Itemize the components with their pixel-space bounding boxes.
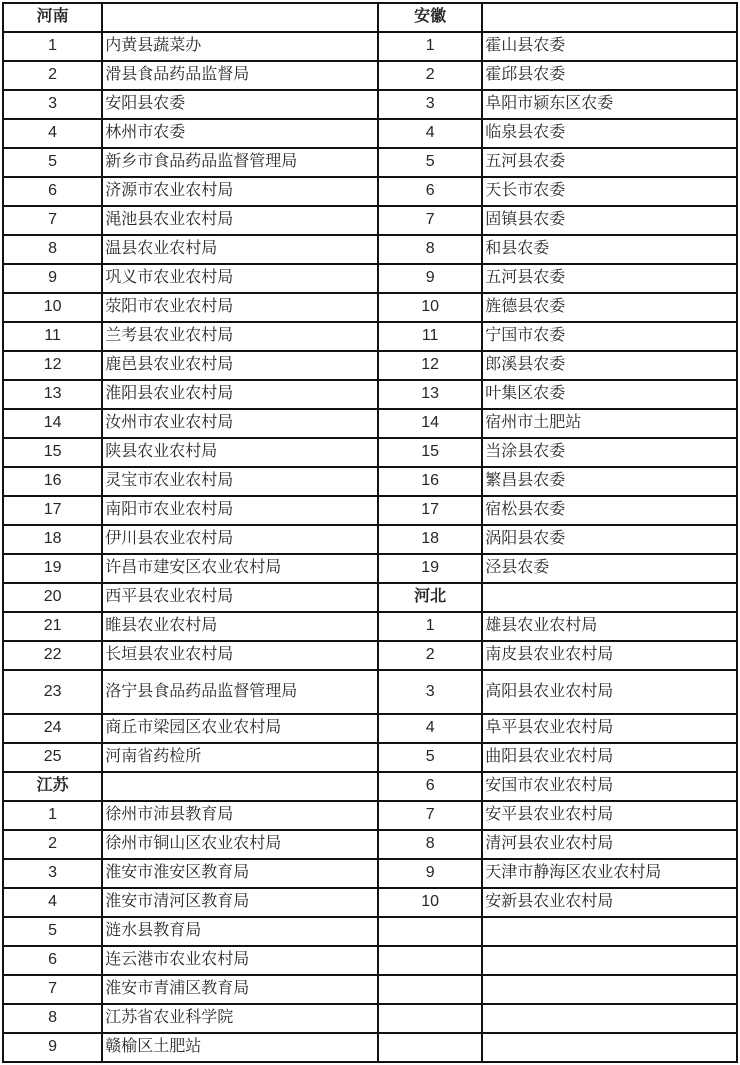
row-number-cell: 1 — [3, 801, 102, 830]
row-number-cell: 16 — [378, 467, 482, 496]
row-number-cell: 2 — [3, 61, 102, 90]
table-row — [3, 496, 737, 525]
agency-name-cell: 温县农业农村局 — [102, 235, 378, 264]
table-row — [3, 525, 737, 554]
row-number-cell: 12 — [378, 351, 482, 380]
agency-name-cell: 郎溪县农委 — [482, 351, 737, 380]
table-row — [3, 830, 737, 859]
row-number-cell: 8 — [3, 235, 102, 264]
row-number-cell: 18 — [3, 525, 102, 554]
table-row — [3, 467, 737, 496]
table-row — [3, 90, 737, 119]
row-number-cell: 11 — [378, 322, 482, 351]
table-row — [3, 1004, 737, 1033]
row-number-cell — [378, 917, 482, 946]
row-number-cell: 13 — [378, 380, 482, 409]
agency-name-cell: 安阳县农委 — [102, 90, 378, 119]
agency-name-cell: 伊川县农业农村局 — [102, 525, 378, 554]
row-number-cell: 3 — [3, 859, 102, 888]
row-number-cell: 6 — [378, 177, 482, 206]
row-number-cell: 17 — [3, 496, 102, 525]
agency-name-cell: 兰考县农业农村局 — [102, 322, 378, 351]
row-number-cell: 5 — [378, 743, 482, 772]
agency-name-cell: 灵宝市农业农村局 — [102, 467, 378, 496]
agency-name-cell: 南皮县农业农村局 — [482, 641, 737, 670]
agency-name-cell: 高阳县农业农村局 — [482, 670, 737, 714]
table-row — [3, 235, 737, 264]
row-number-cell: 10 — [378, 293, 482, 322]
table-row — [3, 583, 737, 612]
agency-name-cell: 宿州市土肥站 — [482, 409, 737, 438]
row-number-cell: 7 — [378, 206, 482, 235]
agency-name-cell: 安平县农业农村局 — [482, 801, 737, 830]
table-row — [3, 670, 737, 714]
row-number-cell: 19 — [3, 554, 102, 583]
agency-name-cell: 五河县农委 — [482, 264, 737, 293]
row-number-cell: 23 — [3, 670, 102, 714]
agency-name-cell: 连云港市农业农村局 — [102, 946, 378, 975]
row-number-cell: 1 — [378, 32, 482, 61]
agency-name-cell: 天津市静海区农业农村局 — [482, 859, 737, 888]
row-number-cell: 9 — [3, 264, 102, 293]
agency-name-cell: 渑池县农业农村局 — [102, 206, 378, 235]
row-number-cell: 15 — [3, 438, 102, 467]
row-number-cell: 7 — [3, 975, 102, 1004]
agency-name-cell — [482, 975, 737, 1004]
table-row — [3, 554, 737, 583]
row-number-cell: 24 — [3, 714, 102, 743]
table-row — [3, 772, 737, 801]
agency-name-cell: 当涂县农委 — [482, 438, 737, 467]
agency-name-cell: 曲阳县农业农村局 — [482, 743, 737, 772]
table-row — [3, 1033, 737, 1062]
agency-name-cell: 江苏省农业科学院 — [102, 1004, 378, 1033]
agency-name-cell — [482, 1033, 737, 1062]
agency-name-cell: 洛宁县食品药品监督管理局 — [102, 670, 378, 714]
row-number-cell: 2 — [3, 830, 102, 859]
table-row — [3, 206, 737, 235]
agency-name-cell: 陕县农业农村局 — [102, 438, 378, 467]
agency-name-cell: 宁国市农委 — [482, 322, 737, 351]
table-row — [3, 975, 737, 1004]
row-number-cell: 1 — [378, 612, 482, 641]
agency-name-cell: 临泉县农委 — [482, 119, 737, 148]
row-number-cell: 17 — [378, 496, 482, 525]
row-number-cell: 19 — [378, 554, 482, 583]
agency-name-cell: 内黄县蔬菜办 — [102, 32, 378, 61]
province-header-cell: 江苏 — [3, 772, 102, 801]
agency-name-cell: 鹿邑县农业农村局 — [102, 351, 378, 380]
agency-name-cell: 长垣县农业农村局 — [102, 641, 378, 670]
agency-name-cell — [102, 3, 378, 32]
province-header-cell: 河北 — [378, 583, 482, 612]
agency-name-cell — [482, 917, 737, 946]
agency-name-cell: 南阳市农业农村局 — [102, 496, 378, 525]
agency-table — [2, 2, 738, 1063]
table-row — [3, 380, 737, 409]
row-number-cell: 25 — [3, 743, 102, 772]
agency-name-cell: 五河县农委 — [482, 148, 737, 177]
row-number-cell: 22 — [3, 641, 102, 670]
row-number-cell: 4 — [3, 119, 102, 148]
agency-name-cell: 林州市农委 — [102, 119, 378, 148]
agency-name-cell — [102, 772, 378, 801]
row-number-cell: 8 — [3, 1004, 102, 1033]
agency-name-cell: 新乡市食品药品监督管理局 — [102, 148, 378, 177]
agency-name-cell: 叶集区农委 — [482, 380, 737, 409]
agency-name-cell: 雄县农业农村局 — [482, 612, 737, 641]
row-number-cell: 2 — [378, 641, 482, 670]
row-number-cell: 1 — [3, 32, 102, 61]
table-row — [3, 641, 737, 670]
row-number-cell: 7 — [3, 206, 102, 235]
table-row — [3, 177, 737, 206]
table-row — [3, 917, 737, 946]
agency-name-cell: 宿松县农委 — [482, 496, 737, 525]
row-number-cell: 15 — [378, 438, 482, 467]
row-number-cell — [378, 1004, 482, 1033]
row-number-cell: 4 — [378, 714, 482, 743]
row-number-cell: 8 — [378, 830, 482, 859]
agency-name-cell: 徐州市铜山区农业农村局 — [102, 830, 378, 859]
row-number-cell — [378, 975, 482, 1004]
row-number-cell: 6 — [3, 177, 102, 206]
agency-name-cell: 安国市农业农村局 — [482, 772, 737, 801]
row-number-cell: 2 — [378, 61, 482, 90]
agency-name-cell: 淮安市青浦区教育局 — [102, 975, 378, 1004]
row-number-cell — [378, 1033, 482, 1062]
agency-name-cell: 霍山县农委 — [482, 32, 737, 61]
agency-name-cell: 涡阳县农委 — [482, 525, 737, 554]
agency-name-cell: 清河县农业农村局 — [482, 830, 737, 859]
table-row — [3, 888, 737, 917]
agency-name-cell: 商丘市梁园区农业农村局 — [102, 714, 378, 743]
agency-name-cell: 淮安市淮安区教育局 — [102, 859, 378, 888]
agency-name-cell: 淮安市清河区教育局 — [102, 888, 378, 917]
agency-name-cell: 济源市农业农村局 — [102, 177, 378, 206]
agency-name-cell: 荥阳市农业农村局 — [102, 293, 378, 322]
province-header-cell: 安徽 — [378, 3, 482, 32]
agency-name-cell — [482, 583, 737, 612]
row-number-cell: 16 — [3, 467, 102, 496]
table-row — [3, 322, 737, 351]
row-number-cell: 11 — [3, 322, 102, 351]
agency-name-cell — [482, 946, 737, 975]
agency-name-cell: 泾县农委 — [482, 554, 737, 583]
row-number-cell: 9 — [3, 1033, 102, 1062]
agency-name-cell: 阜平县农业农村局 — [482, 714, 737, 743]
agency-name-cell: 汝州市农业农村局 — [102, 409, 378, 438]
agency-name-cell — [482, 3, 737, 32]
table-row — [3, 148, 737, 177]
table-row — [3, 351, 737, 380]
row-number-cell: 14 — [3, 409, 102, 438]
row-number-cell: 12 — [3, 351, 102, 380]
agency-table-body — [3, 3, 737, 1062]
row-number-cell: 3 — [3, 90, 102, 119]
table-row — [3, 859, 737, 888]
table-row — [3, 32, 737, 61]
row-number-cell: 10 — [3, 293, 102, 322]
agency-name-cell: 固镇县农委 — [482, 206, 737, 235]
row-number-cell: 7 — [378, 801, 482, 830]
row-number-cell: 5 — [3, 148, 102, 177]
agency-name-cell: 繁昌县农委 — [482, 467, 737, 496]
row-number-cell: 10 — [378, 888, 482, 917]
agency-name-cell: 滑县食品药品监督局 — [102, 61, 378, 90]
table-row — [3, 119, 737, 148]
table-row — [3, 714, 737, 743]
row-number-cell: 8 — [378, 235, 482, 264]
agency-name-cell: 西平县农业农村局 — [102, 583, 378, 612]
row-number-cell: 6 — [378, 772, 482, 801]
row-number-cell: 5 — [3, 917, 102, 946]
row-number-cell: 9 — [378, 264, 482, 293]
agency-name-cell: 安新县农业农村局 — [482, 888, 737, 917]
table-row — [3, 3, 737, 32]
row-number-cell: 3 — [378, 670, 482, 714]
table-row — [3, 438, 737, 467]
row-number-cell: 14 — [378, 409, 482, 438]
agency-name-cell — [482, 1004, 737, 1033]
table-row — [3, 801, 737, 830]
row-number-cell: 20 — [3, 583, 102, 612]
agency-name-cell: 天长市农委 — [482, 177, 737, 206]
agency-name-cell: 和县农委 — [482, 235, 737, 264]
agency-name-cell: 巩义市农业农村局 — [102, 264, 378, 293]
agency-name-cell: 睢县农业农村局 — [102, 612, 378, 641]
row-number-cell: 21 — [3, 612, 102, 641]
table-row — [3, 61, 737, 90]
row-number-cell: 18 — [378, 525, 482, 554]
row-number-cell — [378, 946, 482, 975]
row-number-cell: 9 — [378, 859, 482, 888]
agency-name-cell: 徐州市沛县教育局 — [102, 801, 378, 830]
table-row — [3, 612, 737, 641]
table-row — [3, 264, 737, 293]
agency-name-cell: 河南省药检所 — [102, 743, 378, 772]
agency-name-cell: 涟水县教育局 — [102, 917, 378, 946]
row-number-cell: 4 — [378, 119, 482, 148]
row-number-cell: 6 — [3, 946, 102, 975]
agency-name-cell: 许昌市建安区农业农村局 — [102, 554, 378, 583]
agency-name-cell: 赣榆区土肥站 — [102, 1033, 378, 1062]
agency-name-cell: 淮阳县农业农村局 — [102, 380, 378, 409]
table-row — [3, 293, 737, 322]
table-row — [3, 409, 737, 438]
province-header-cell: 河南 — [3, 3, 102, 32]
table-row — [3, 743, 737, 772]
agency-name-cell: 阜阳市颍东区农委 — [482, 90, 737, 119]
agency-name-cell: 旌德县农委 — [482, 293, 737, 322]
agency-name-cell: 霍邱县农委 — [482, 61, 737, 90]
row-number-cell: 13 — [3, 380, 102, 409]
table-row — [3, 946, 737, 975]
row-number-cell: 4 — [3, 888, 102, 917]
row-number-cell: 5 — [378, 148, 482, 177]
row-number-cell: 3 — [378, 90, 482, 119]
